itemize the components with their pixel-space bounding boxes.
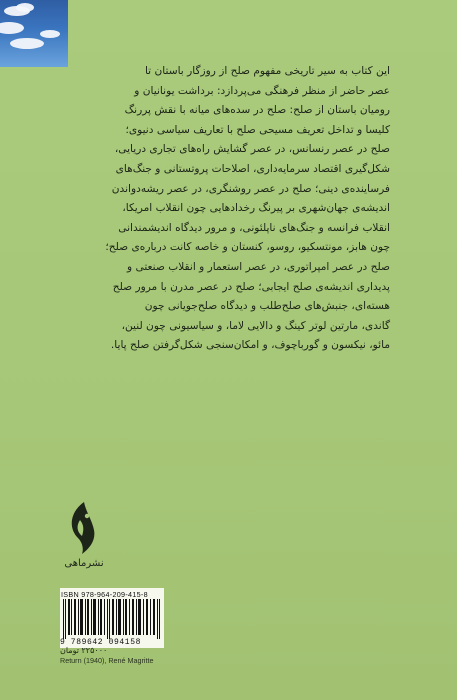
price: ۲۲۵۰۰۰ تومان	[60, 646, 108, 655]
isbn: ISBN 978-964-209-415-8	[61, 590, 148, 599]
barcode-number: 9 789642 094158	[60, 638, 142, 647]
cover-art-credit: Return (1940), René Magritte	[60, 656, 154, 665]
cover-art-thumbnail	[0, 0, 68, 67]
barcode-icon	[62, 599, 162, 639]
publisher-fish-logo-icon	[60, 498, 108, 558]
publisher-name: نشرماهی	[64, 558, 104, 569]
book-description: این کتاب به سیر تاریخی مفهوم صلح از روزگار باستان تا عصر حاضر از منظر فرهنگی می‌پردازد: برداشت یونانیان و رومیان باستان از صلح: صلح در سده‌های میانه با نقش پررنگ کلیسا و تداخل تعریف مسیحی صلح با تعاریف سیاسی دنیوی؛ صلح در عصر رنسانس، در عصر گشایش راه‌های تجاری دریایی، شکل‌گیری اقتصاد سرمایه‌داری، اصلاحات پروتستانی و جنگ‌های فرساینده‌ی دینی؛ صلح در عصر روشنگری، در عصر ریشه‌دواندن اندیشه‌ی جهان‌شهری بر پیرنگ رخدادهایی چون انقلاب امریکا، انقلاب فرانسه و جنگ‌های ناپلئونی، و مرور دیدگاه اندیشمندانی چون هابز، مونتسکیو، روسو، کنستان و خاصه کانت درباره‌ی صلح؛ صلح در عصر امپراتوری، در عصر استعمار و انقلاب صنعتی و پدیداری اندیشه‌ی صلح ایجابی؛ صلح در عصر مدرن با مرور صلح هسته‌ای، جنبش‌های صلح‌طلب و دیدگاه صلح‌جویانی چون گاندی، مارتین لوتر کینگ و دالایی لاما، و سیاسیونی چون لنین، مائو، نیکسون و گورباچوف، و امکان‌سنجی شکل‌گرفتن صلح پایا.	[105, 65, 390, 352]
